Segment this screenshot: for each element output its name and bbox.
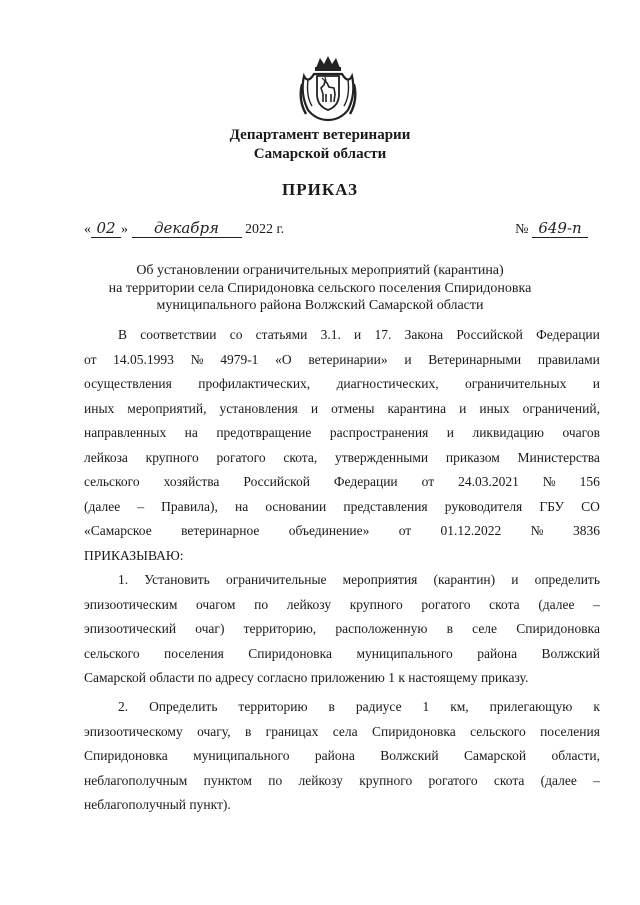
word: приказом xyxy=(445,449,500,465)
order-date xyxy=(84,219,284,238)
word: № xyxy=(530,523,544,538)
word: от xyxy=(398,523,412,538)
word: в xyxy=(328,699,335,714)
text-line xyxy=(84,421,600,446)
word: 17. xyxy=(374,327,392,342)
word: Российской xyxy=(243,474,310,489)
text-line xyxy=(84,519,600,544)
word: 2. xyxy=(118,699,129,714)
word: (далее xyxy=(540,772,577,788)
word: соответствии xyxy=(140,327,217,342)
department-name-line1: Департамент ветеринарии xyxy=(229,127,411,143)
word: 1 xyxy=(422,699,430,714)
document-title: ПРИКАЗ xyxy=(282,180,358,199)
word: и xyxy=(354,327,362,342)
word: 3836 xyxy=(572,523,600,538)
text-line xyxy=(84,720,600,745)
word: установления xyxy=(219,400,298,416)
word: Федерации xyxy=(333,474,398,489)
word: распространения xyxy=(329,425,429,440)
word: основании xyxy=(265,498,327,514)
word: 156 xyxy=(579,474,600,489)
word: объединение» xyxy=(288,523,370,538)
word: определить xyxy=(534,572,600,587)
word: осуществления xyxy=(84,376,172,391)
word: муниципального xyxy=(356,645,453,661)
word: руководителя xyxy=(444,498,523,514)
text-line xyxy=(84,323,600,348)
word: муниципального xyxy=(193,748,290,763)
order-subject xyxy=(0,262,640,315)
coat-of-arms-icon xyxy=(298,54,358,122)
word: границах xyxy=(265,723,319,739)
date-close-quote: » xyxy=(121,222,128,237)
word: территорию xyxy=(238,699,308,714)
word: пунктом xyxy=(203,772,252,788)
word: на xyxy=(234,498,249,514)
word: ограничительных xyxy=(465,376,567,391)
text-line xyxy=(84,348,600,373)
word: очаг) xyxy=(195,621,225,636)
word: в xyxy=(244,723,252,739)
word: от xyxy=(84,351,97,367)
preamble-paragraph xyxy=(84,323,600,544)
word: хозяйства xyxy=(163,474,220,489)
word: правилами xyxy=(537,351,600,367)
word: очагов xyxy=(562,425,600,440)
word: Министерства xyxy=(517,449,600,465)
word: радиусе xyxy=(355,699,402,714)
word: № xyxy=(190,351,204,367)
word: по xyxy=(254,596,269,612)
word: (далее xyxy=(84,498,121,514)
word: Установить xyxy=(144,572,210,587)
word: Определить xyxy=(149,699,218,714)
word: ГБУ xyxy=(539,498,565,514)
word: В xyxy=(118,327,128,342)
word: ветеринарии» xyxy=(308,351,388,367)
word: карантина xyxy=(387,400,447,416)
word: прилегающую xyxy=(489,699,573,714)
text-line xyxy=(84,769,600,794)
word: крупного xyxy=(145,449,199,465)
word: и xyxy=(592,376,600,391)
word: утвержденными xyxy=(334,449,429,465)
word: поселения xyxy=(540,723,600,739)
word: области, xyxy=(551,748,600,763)
word: мероприятия xyxy=(342,572,418,587)
word: 4979-1 xyxy=(220,351,259,367)
word: – xyxy=(137,498,145,514)
word: – xyxy=(593,772,600,788)
word: сельского xyxy=(470,723,526,739)
item-1-paragraph xyxy=(84,568,600,691)
word: от xyxy=(421,474,435,489)
word: и xyxy=(310,400,319,416)
word: лейкозу xyxy=(298,772,343,788)
word: предотвращение xyxy=(216,425,312,440)
word: и xyxy=(511,572,519,587)
word: – xyxy=(593,596,600,612)
word: сельского xyxy=(84,474,140,489)
word: района xyxy=(314,748,355,763)
department-name-line2: Самарской области xyxy=(253,146,387,162)
word: Федерации xyxy=(536,327,600,342)
word: профилактических, xyxy=(198,376,311,391)
word: района xyxy=(477,645,518,661)
text-line xyxy=(84,397,600,422)
word: км, xyxy=(450,699,469,714)
word: и xyxy=(404,351,412,367)
word: 3.1. xyxy=(320,327,341,342)
number-value: 649-п xyxy=(532,219,588,238)
word: ликвидацию xyxy=(472,425,544,440)
word: ограничительные xyxy=(225,572,327,587)
word: крупного xyxy=(359,772,413,788)
date-open-quote: « xyxy=(84,222,91,237)
text-line: Самарской области по адресу согласно приложению 1 к настоящему приказу. xyxy=(84,670,529,685)
word: Спиридоновка xyxy=(84,748,168,763)
word: 1. xyxy=(118,572,129,587)
word: СО xyxy=(581,498,600,514)
word: очагу, xyxy=(197,723,231,739)
word: эпизоотический xyxy=(84,621,177,636)
word: крупного xyxy=(349,596,403,612)
word: Волжский xyxy=(541,645,600,661)
word: диагностических, xyxy=(336,376,439,391)
word: скота xyxy=(493,772,525,788)
text-line xyxy=(84,446,600,471)
word: Закона xyxy=(404,327,444,342)
date-day: 02 xyxy=(91,219,121,238)
word: 24.03.2021 xyxy=(458,474,519,489)
text-line xyxy=(84,568,600,593)
order-word: ПРИКАЗЫВАЮ: xyxy=(84,548,184,563)
word: скота, xyxy=(283,449,318,465)
word: направленных xyxy=(84,425,167,440)
word: неблагополучным xyxy=(84,772,188,788)
subject-line: Об установлении ограничительных мероприятий (карантина) xyxy=(136,263,504,278)
word: лейкозу xyxy=(286,596,332,612)
word: отмены xyxy=(331,400,375,416)
word: ограничений, xyxy=(522,400,600,416)
word: рогатого xyxy=(216,449,266,465)
text-line xyxy=(84,470,600,495)
word: ветеринарное xyxy=(181,523,260,538)
word: селе xyxy=(472,621,498,636)
word: и xyxy=(446,425,455,440)
text-line xyxy=(84,495,600,520)
word: иных xyxy=(84,400,115,416)
word: Спиридоновка xyxy=(371,723,456,739)
word: очагом xyxy=(196,596,236,612)
word: (карантин) xyxy=(433,572,496,587)
word: территорию, xyxy=(243,621,317,636)
word: поселения xyxy=(164,645,224,661)
word: к xyxy=(593,699,600,714)
word: представления xyxy=(343,498,428,514)
word: на xyxy=(184,425,198,440)
word: (далее xyxy=(538,596,575,612)
word: скота xyxy=(489,596,520,612)
text-line: неблагополучный пункт). xyxy=(84,797,231,812)
word: эпизоотическому xyxy=(84,723,183,739)
word: со xyxy=(229,327,243,342)
word: «Самарское xyxy=(84,523,152,538)
text-line xyxy=(84,642,600,667)
word: и xyxy=(459,400,467,416)
date-year: 2022 г. xyxy=(245,222,285,237)
word: лейкоза xyxy=(84,449,128,465)
word: рогатого xyxy=(428,772,478,788)
word: иных xyxy=(479,400,510,416)
word: эпизоотическим xyxy=(84,596,178,612)
word: Ветеринарными xyxy=(428,351,522,367)
word: села xyxy=(332,723,358,739)
word: мероприятий, xyxy=(127,400,207,416)
item-2-paragraph xyxy=(84,695,600,818)
date-month: декабря xyxy=(132,219,242,238)
text-line xyxy=(84,617,600,642)
word: 01.12.2022 xyxy=(440,523,502,538)
word: № xyxy=(542,474,556,489)
text-line xyxy=(84,744,600,769)
order-number xyxy=(515,219,588,238)
text-line xyxy=(84,593,600,618)
word: по xyxy=(268,772,283,788)
word: Спиридоновка xyxy=(248,645,333,661)
word: рогатого xyxy=(421,596,471,612)
word: расположенную xyxy=(335,621,428,636)
subject-line: муниципального района Волжский Самарской области xyxy=(156,298,484,313)
word: Самарской xyxy=(464,748,527,763)
number-sign: № xyxy=(515,222,529,237)
word: в xyxy=(446,621,453,636)
order-word-block xyxy=(84,544,600,569)
word: 14.05.1993 xyxy=(113,351,174,367)
word: «О xyxy=(275,351,292,367)
word: сельского xyxy=(84,645,140,661)
text-line xyxy=(84,372,600,397)
word: Спиридоновка xyxy=(516,621,600,636)
subject-line: на территории села Спиридоновка сельского поселения Спиридоновка xyxy=(108,280,532,296)
word: Волжский xyxy=(380,748,439,763)
word: Российской xyxy=(456,327,523,342)
word: Правила), xyxy=(161,498,218,514)
word: статьями xyxy=(255,327,308,342)
text-line xyxy=(84,695,600,720)
